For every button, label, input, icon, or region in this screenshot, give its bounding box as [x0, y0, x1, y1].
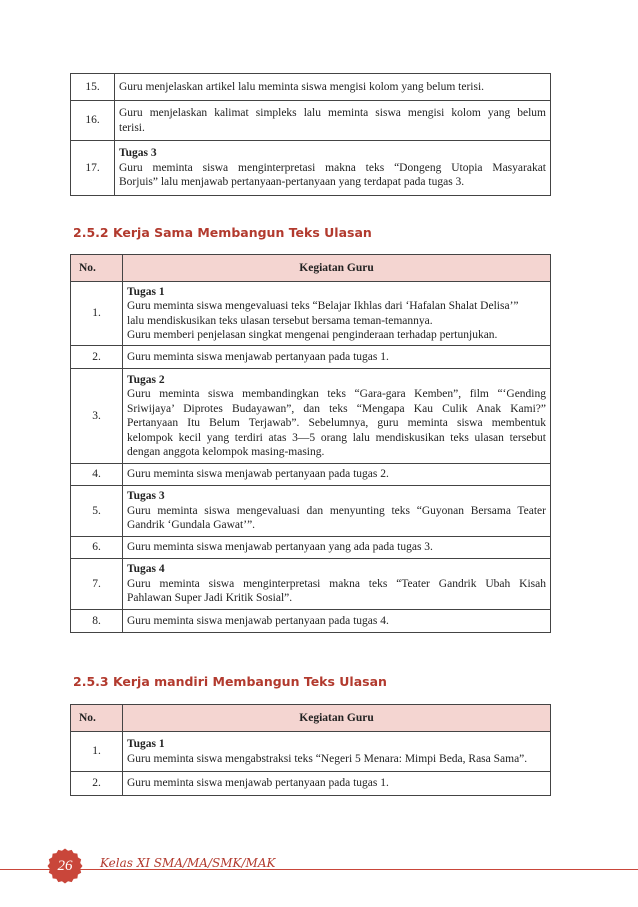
- header-kegiatan-guru: Kegiatan Guru: [123, 705, 551, 732]
- table-header-row: [71, 255, 551, 282]
- activity-line: Guru meminta siswa menjawab pertanyaan pada tugas 1.: [127, 350, 389, 363]
- activity-table-continued: [70, 73, 551, 196]
- row-activity: [115, 74, 551, 101]
- row-activity: [123, 772, 551, 796]
- table-row: [71, 559, 551, 610]
- row-activity: [123, 559, 551, 610]
- activity-line: Guru meminta siswa menjawab pertanyaan pada tugas 2.: [127, 468, 389, 481]
- row-activity: [123, 346, 551, 369]
- task-heading: Tugas 1: [127, 738, 165, 750]
- activity-line: Guru meminta siswa menjawab pertanyaan yang ada pada tugas 3.: [127, 541, 433, 554]
- section-title-252: 2.5.2 Kerja Sama Membangun Teks Ulasan: [73, 225, 372, 240]
- row-activity: [115, 141, 551, 196]
- activity-line: Pahlawan Super Jadi Kritik Sosial”.: [127, 592, 293, 605]
- row-activity: [123, 369, 551, 464]
- row-activity: [123, 732, 551, 772]
- activity-line: lalu mendiskusikan teks ulasan tersebut bersama teman-temannya.: [127, 314, 433, 327]
- header-kegiatan-guru: Kegiatan Guru: [123, 255, 551, 282]
- row-activity: [123, 537, 551, 559]
- activity-table-253: [70, 704, 551, 796]
- row-activity: [123, 464, 551, 486]
- header-no: No.: [71, 255, 123, 282]
- activity-line: dengan anggota kelompok masing-masing.: [127, 446, 325, 458]
- activity-line: Guru menjelaskan artikel lalu meminta siswa mengisi kolom yang belum terisi.: [119, 80, 485, 93]
- section-title-253: 2.5.3 Kerja mandiri Membangun Teks Ulasan: [73, 674, 387, 689]
- row-number: 16.: [71, 101, 115, 141]
- activity-line: Guru meminta siswa menjawab pertanyaan pada tugas 4.: [127, 614, 389, 627]
- row-number: 4.: [71, 464, 123, 486]
- footer-divider: [0, 869, 638, 870]
- row-number: 8.: [71, 610, 123, 633]
- row-activity: [123, 610, 551, 633]
- row-number: 3.: [71, 369, 123, 464]
- task-heading: Tugas 2: [127, 373, 165, 386]
- row-number: 1.: [71, 732, 123, 772]
- activity-line: Guru memberi penjelasan singkat mengenai penginderaan terhadap pertunjukan.: [127, 329, 498, 341]
- header-no: No.: [71, 705, 123, 732]
- activity-line: Guru meminta siswa menjawab pertanyaan pada tugas 1.: [127, 777, 389, 790]
- row-number: 17.: [71, 141, 115, 196]
- row-activity: [123, 282, 551, 346]
- activity-line: Gandrik ‘Gundala Gawat’”.: [127, 519, 256, 532]
- activity-line: Guru meminta siswa menginterpretasi makna teks “Teater Gandrik Ubah Kisah: [127, 577, 546, 590]
- row-number: 2.: [71, 346, 123, 369]
- table-row: [71, 141, 551, 196]
- footer-book-title: Kelas XI SMA/MA/SMK/MAK: [100, 856, 276, 870]
- table-row: [71, 464, 551, 486]
- task-heading: Tugas 1: [127, 285, 165, 298]
- activity-line: kelompok kecil yang terdiri atas 3—5 orang lalu mendiskusikan teks ulasan tersebut: [127, 431, 546, 444]
- table-header-row: [71, 705, 551, 732]
- row-number: 6.: [71, 537, 123, 559]
- row-number: 1.: [71, 282, 123, 346]
- table-row: [71, 610, 551, 633]
- table-row: [71, 101, 551, 141]
- table-row: [71, 537, 551, 559]
- table-row: [71, 486, 551, 537]
- activity-line: Sriwijaya’ Diprotes Budayawan”, dan teks “Mengapa Kau Culik Anak Kami?”: [127, 402, 546, 415]
- activity-line: Borjuis” lalu menjawab pertanyaan-pertanyaan yang terdapat pada tugas 3.: [119, 176, 465, 189]
- row-number: 5.: [71, 486, 123, 537]
- row-number: 2.: [71, 772, 123, 796]
- row-number: 15.: [71, 74, 115, 101]
- activity-line: Guru meminta siswa membandingkan teks “Gara-gara Kemben”, film “‘Gending: [127, 388, 546, 400]
- row-activity: [123, 486, 551, 537]
- table-row: [71, 282, 551, 346]
- activity-line: Guru meminta siswa menginterpretasi makna teks “Dongeng Utopia Masyarakat: [119, 161, 546, 174]
- row-number: 7.: [71, 559, 123, 610]
- activity-line: Pertanyaan Itu Belum Terjawab”. Sebelumnya, guru meminta siswa membentuk: [127, 417, 546, 429]
- task-heading: Tugas 3: [119, 147, 157, 160]
- activity-line: Guru meminta siswa mengevaluasi teks “Belajar Ikhlas dari ‘Hafalan Shalat Delisa’”: [127, 300, 519, 312]
- row-activity: [115, 101, 551, 141]
- page-number: 26: [57, 858, 73, 874]
- table-row: [71, 369, 551, 464]
- activity-line: Guru meminta siswa mengevaluasi dan menyunting teks “Guyonan Bersama Teater: [127, 504, 546, 517]
- task-heading: Tugas 4: [127, 563, 165, 576]
- task-heading: Tugas 3: [127, 490, 165, 503]
- table-row: [71, 772, 551, 796]
- table-row: [71, 732, 551, 772]
- table-row: [71, 74, 551, 101]
- activity-table-252: [70, 254, 551, 633]
- activity-line: Guru meminta siswa mengabstraksi teks “Negeri 5 Menara: Mimpi Beda, Rasa Sama”.: [127, 752, 528, 765]
- activity-line: Guru menjelaskan kalimat simpleks lalu meminta siswa mengisi kolom yang belum: [119, 107, 546, 119]
- table-row: [71, 346, 551, 369]
- activity-line: terisi.: [119, 121, 145, 134]
